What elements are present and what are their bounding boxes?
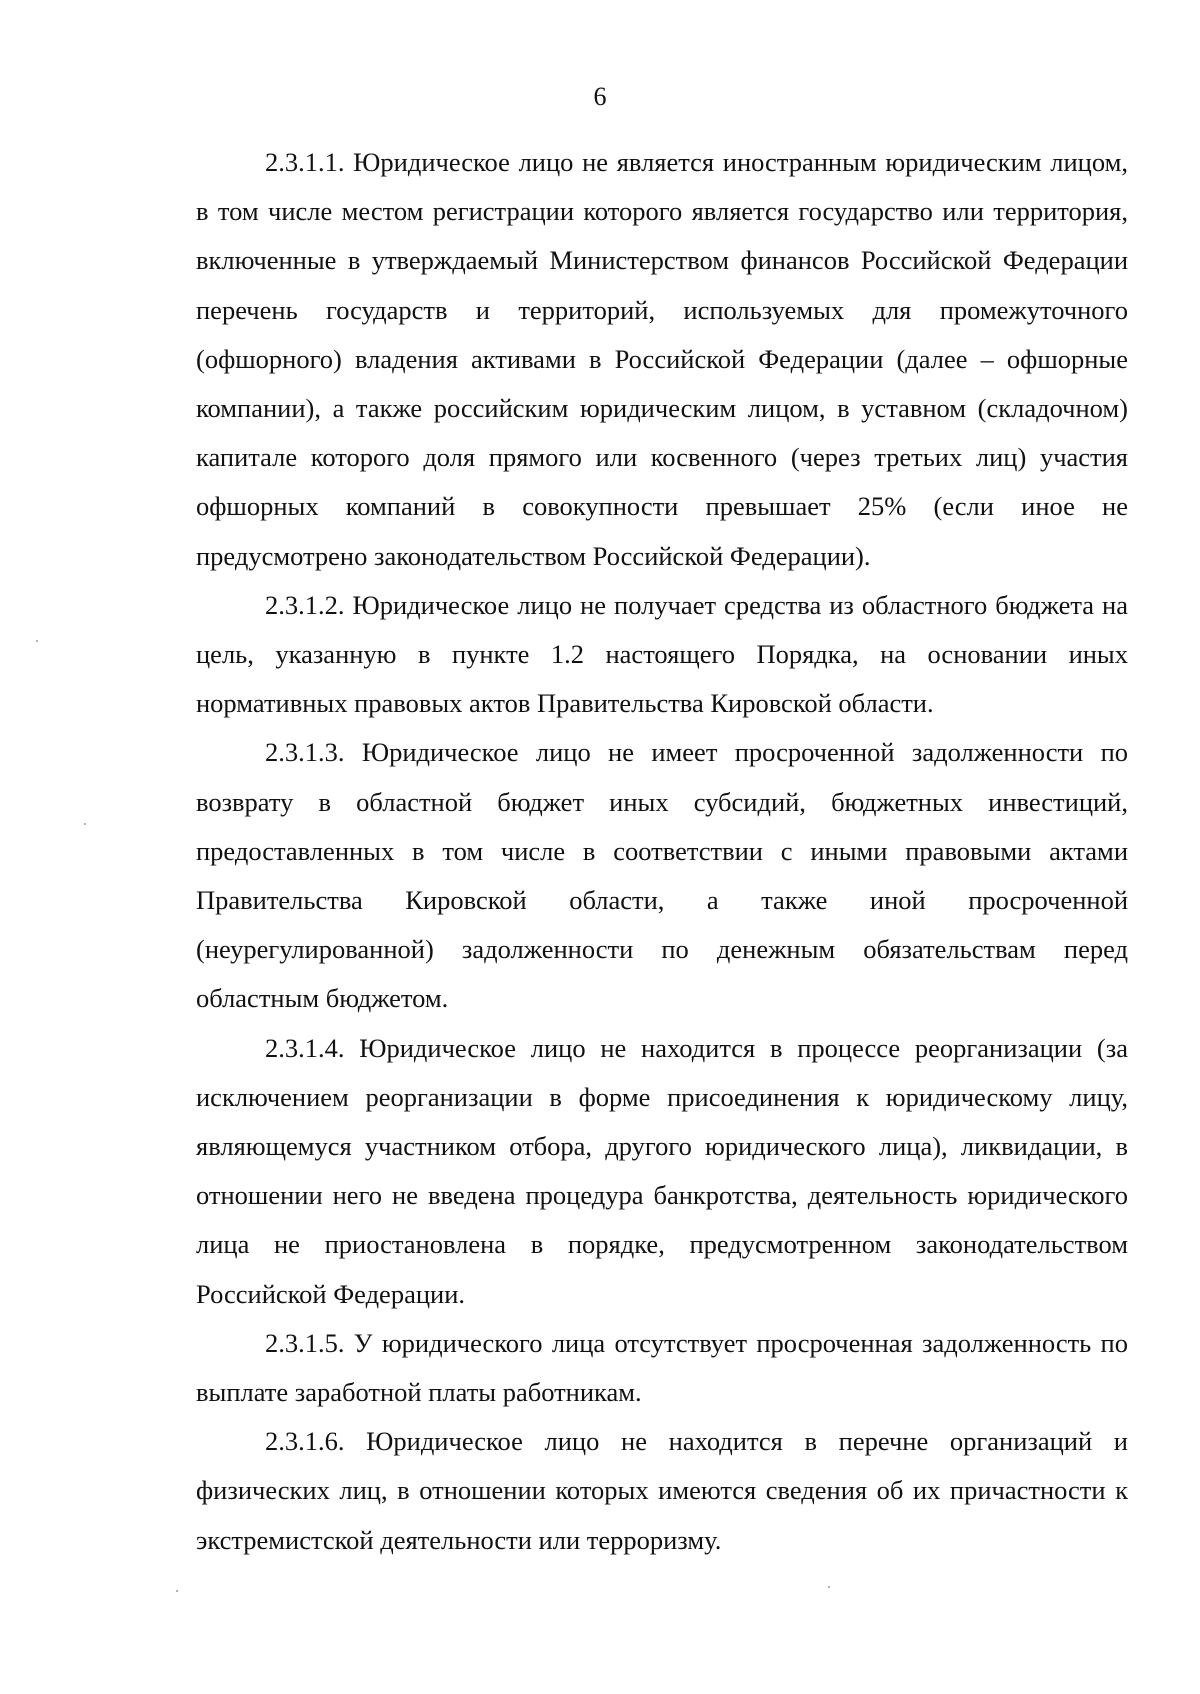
paragraph-2-3-1-3: 2.3.1.3. Юридическое лицо не имеет просроченной задолженности по возврату в областной бюджет иных субсидий, бюджетных инвестиций, предоставленных в том числе в соответствии с иными правовыми актами Правительства Кировской области, а также иной просроченной (неурегулированной) задолженности по денежным обязательствам перед областным бюджетом. [196,737,1128,1014]
scan-speck [84,823,86,825]
page-number: 6 [593,82,607,111]
scan-speck [176,1590,178,1592]
paragraph-2-3-1-1: 2.3.1.1. Юридическое лицо не является иностранным юридическим лицом, в том числе местом регистрации которого является государство или территория, включенные в утверждаемый Министерством финансов Российской Федерации перечень государств и территорий, используемых для промежуточного (офшорного) владения активами в Российской Федерации (далее – офшорные компании), а также российским юридическим лицом, в уставном (складочном) капитале которого доля прямого или косвенного (через третьих лиц) участия офшорных компаний в совокупности превышает 25% (если иное не предусмотрено законодательством Российской Федерации). [196,147,1128,571]
paragraph-2-3-1-6: 2.3.1.6. Юридическое лицо не находится в перечне организаций и физических лиц, в отношении которых имеются сведения об их причастности к экстремистской деятельности или терроризму. [196,1426,1128,1555]
paragraph-2-3-1-5: 2.3.1.5. У юридического лица отсутствует просроченная задолженность по выплате заработной платы работникам. [196,1327,1128,1408]
scan-speck [828,1586,830,1588]
paragraph-2-3-1-2: 2.3.1.2. Юридическое лицо не получает средства из областного бюджета на цель, указанную в пункте 1.2 настоящего Порядка, на основании иных нормативных правовых актов Правительства Кировской области. [196,589,1128,719]
paragraph-2-3-1-4: 2.3.1.4. Юридическое лицо не находится в процессе реорганизации (за исключением реорганизации в форме присоединения к юридическому лицу, являющемуся участником отбора, другого юридического лица), ликвидации, в отношении него не введена процедура банкротства, деятельность юридического лица не приостановлена в порядке, предусмотренном законодательством Российской Федерации. [196,1032,1128,1309]
document-body [196,138,1128,1565]
scan-speck [36,640,38,642]
